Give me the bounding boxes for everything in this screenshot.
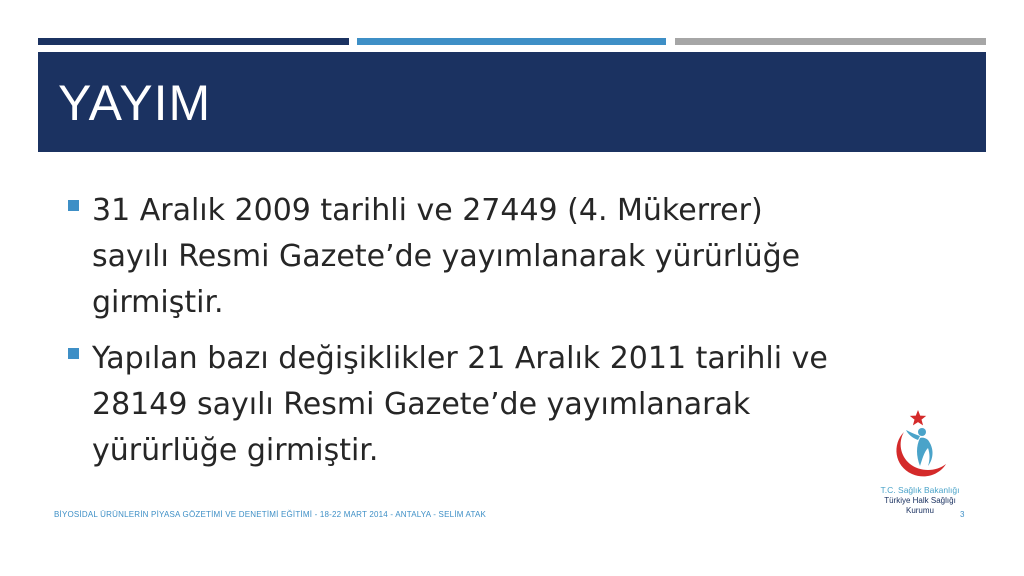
square-bullet-icon (68, 200, 79, 211)
slide-title: YAYIM (58, 75, 212, 131)
logo-line-kurumu: Kurumu (905, 506, 934, 515)
square-bullet-icon (68, 348, 79, 359)
slide-footer: BİYOSİDAL ÜRÜNLERİN PİYASA GÖZETİMİ VE DENETİMİ EĞİTİMİ - 18-22 MART 2014 - ANTALYA - SELİM ATAK (54, 510, 487, 519)
logo-line-institution: Türkiye Halk Sağlığı (884, 496, 956, 505)
bullet-item (68, 188, 828, 326)
page-number: 3 (960, 510, 965, 519)
bullet-text: 31 Aralık 2009 tarihli ve 27449 (4. Mükerrer) sayılı Resmi Gazete’de yayımlanarak yürürlüğe girmiştir. (92, 193, 801, 320)
logo-line-ministry: T.C. Sağlık Bakanlığı (880, 485, 960, 495)
slide-content (68, 188, 828, 484)
bullet-text: Yapılan bazı değişiklikler 21 Aralık 2011 tarihli ve 28149 sayılı Resmi Gazete’de yayımlanarak yürürlüğe girmiştir. (92, 341, 828, 468)
bullet-item (68, 336, 828, 474)
top-accent-bar-gray (675, 38, 986, 45)
top-accent-bar-blue (357, 38, 666, 45)
top-accent-bar-navy (38, 38, 349, 45)
title-band (38, 52, 986, 152)
ministry-logo (868, 408, 972, 520)
crescent-star-figure-icon (882, 408, 958, 484)
